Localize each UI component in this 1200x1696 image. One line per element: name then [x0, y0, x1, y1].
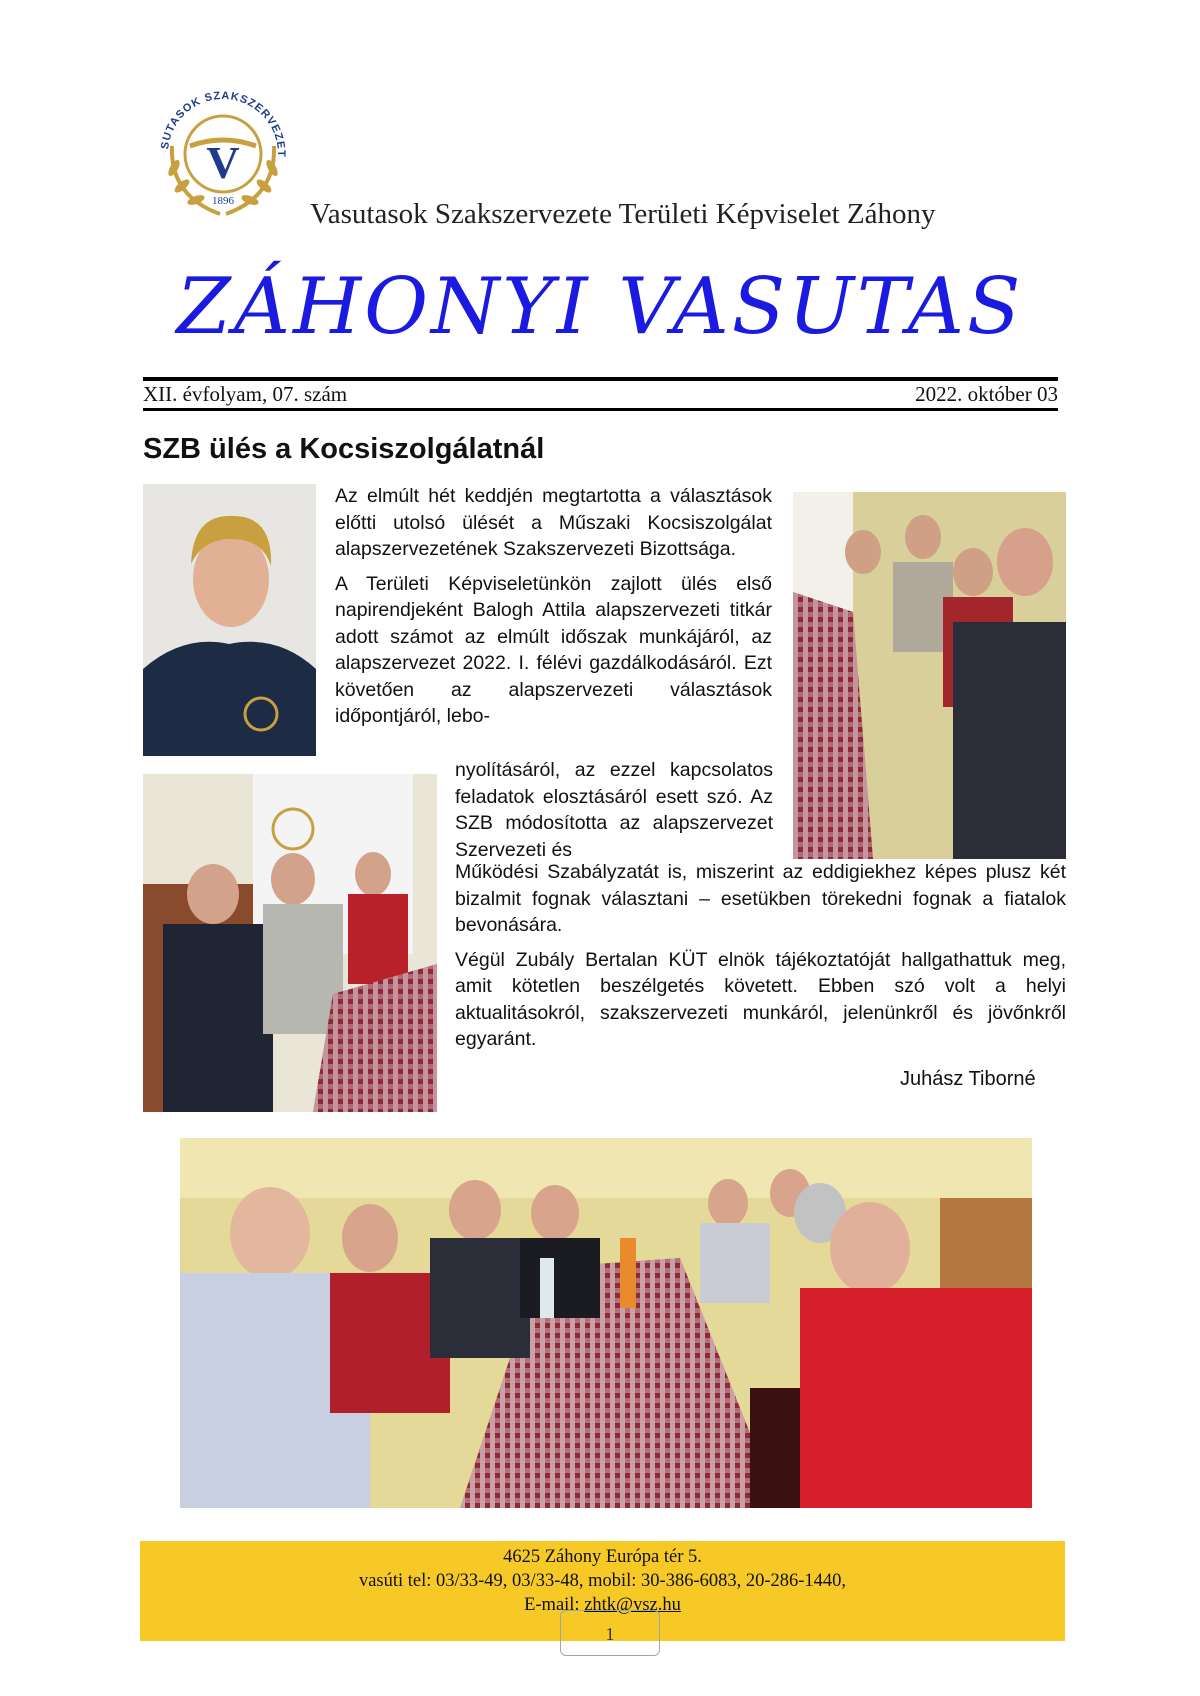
- union-logo: [150, 76, 296, 222]
- article-paragraph-1: Az elmúlt hét keddjén megtartotta a választások előtti utolsó ülését a Műszaki Kocsiszolgálat alapszervezetének Szakszervezeti Bizottsága.: [335, 485, 772, 560]
- footer-address: 4625 Záhony Európa tér 5.: [503, 1547, 702, 1567]
- article-column-top: [335, 483, 772, 738]
- masthead-rule-bottom: [143, 408, 1058, 411]
- article-author: Juhász Tiborné: [900, 1068, 1036, 1090]
- masthead-title: ZÁHONYI VASUTAS: [176, 262, 1024, 352]
- organization-name: Vasutasok Szakszervezete Területi Képviselet Záhony: [310, 198, 936, 230]
- meeting-photo-large: [180, 1138, 1032, 1508]
- portrait-photo: [143, 484, 316, 756]
- article-paragraph-2a: A Területi Képviseletünkön zajlott ülés első napirendjeként Balogh Attila alapszervezeti titkár adott számot az elmúlt időszak munkájáról, az alapszervezet 2022. I. félévi gazdálkodásáról. Ezt követően az alapszervezeti választások időpontjáról, lebo-: [335, 572, 772, 727]
- article-paragraph-3: Végül Zubály Bertalan KÜT elnök tájékoztatóját hallgathattuk meg, amit kötetlen beszélgetés követett. Ebben szó volt a helyi aktualitásokról, szakszervezeti munkáról, jelenünkről és jövőnkről egyaránt.: [455, 948, 1066, 1050]
- issue-date: 2022. október 03: [915, 381, 1058, 406]
- logo-letter: V: [206, 137, 240, 188]
- masthead-rule-top: [143, 377, 1058, 381]
- meeting-photo-left: [143, 774, 437, 1112]
- footer-email-link[interactable]: zhtk@vsz.hu: [584, 1595, 681, 1615]
- page-number: 1: [560, 1610, 660, 1656]
- meeting-photo-right: [793, 492, 1066, 859]
- logo-year: 1896: [212, 195, 234, 207]
- issue-line: [143, 382, 1058, 406]
- article-paragraph-2b: nyolításáról, az ezzel kapcsolatos feladatok elosztásáról esett szó. Az SZB módosította az alapszervezet Szervezeti és: [455, 759, 773, 861]
- issue-number: XII. évfolyam, 07. szám: [143, 381, 348, 406]
- article-column-mid: [455, 757, 773, 871]
- footer-phones: vasúti tel: 03/33-49, 03/33-48, mobil: 30-386-6083, 20-286-1440,: [358, 1571, 847, 1591]
- logo-ring-text: SUTASOK SZAKSZERVEZET: [159, 89, 288, 158]
- article-paragraph-2c: Működési Szabályzatát is, miszerint az eddigiekhez képes plusz két bizalmit fognak választani – esetükben törekedni fognak a fiatalok bevonására.: [455, 861, 1066, 936]
- footer-email-label: E-mail:: [524, 1595, 580, 1615]
- article-headline: SZB ülés a Kocsiszolgálatnál: [143, 433, 545, 465]
- article-column-bottom: [455, 859, 1066, 1061]
